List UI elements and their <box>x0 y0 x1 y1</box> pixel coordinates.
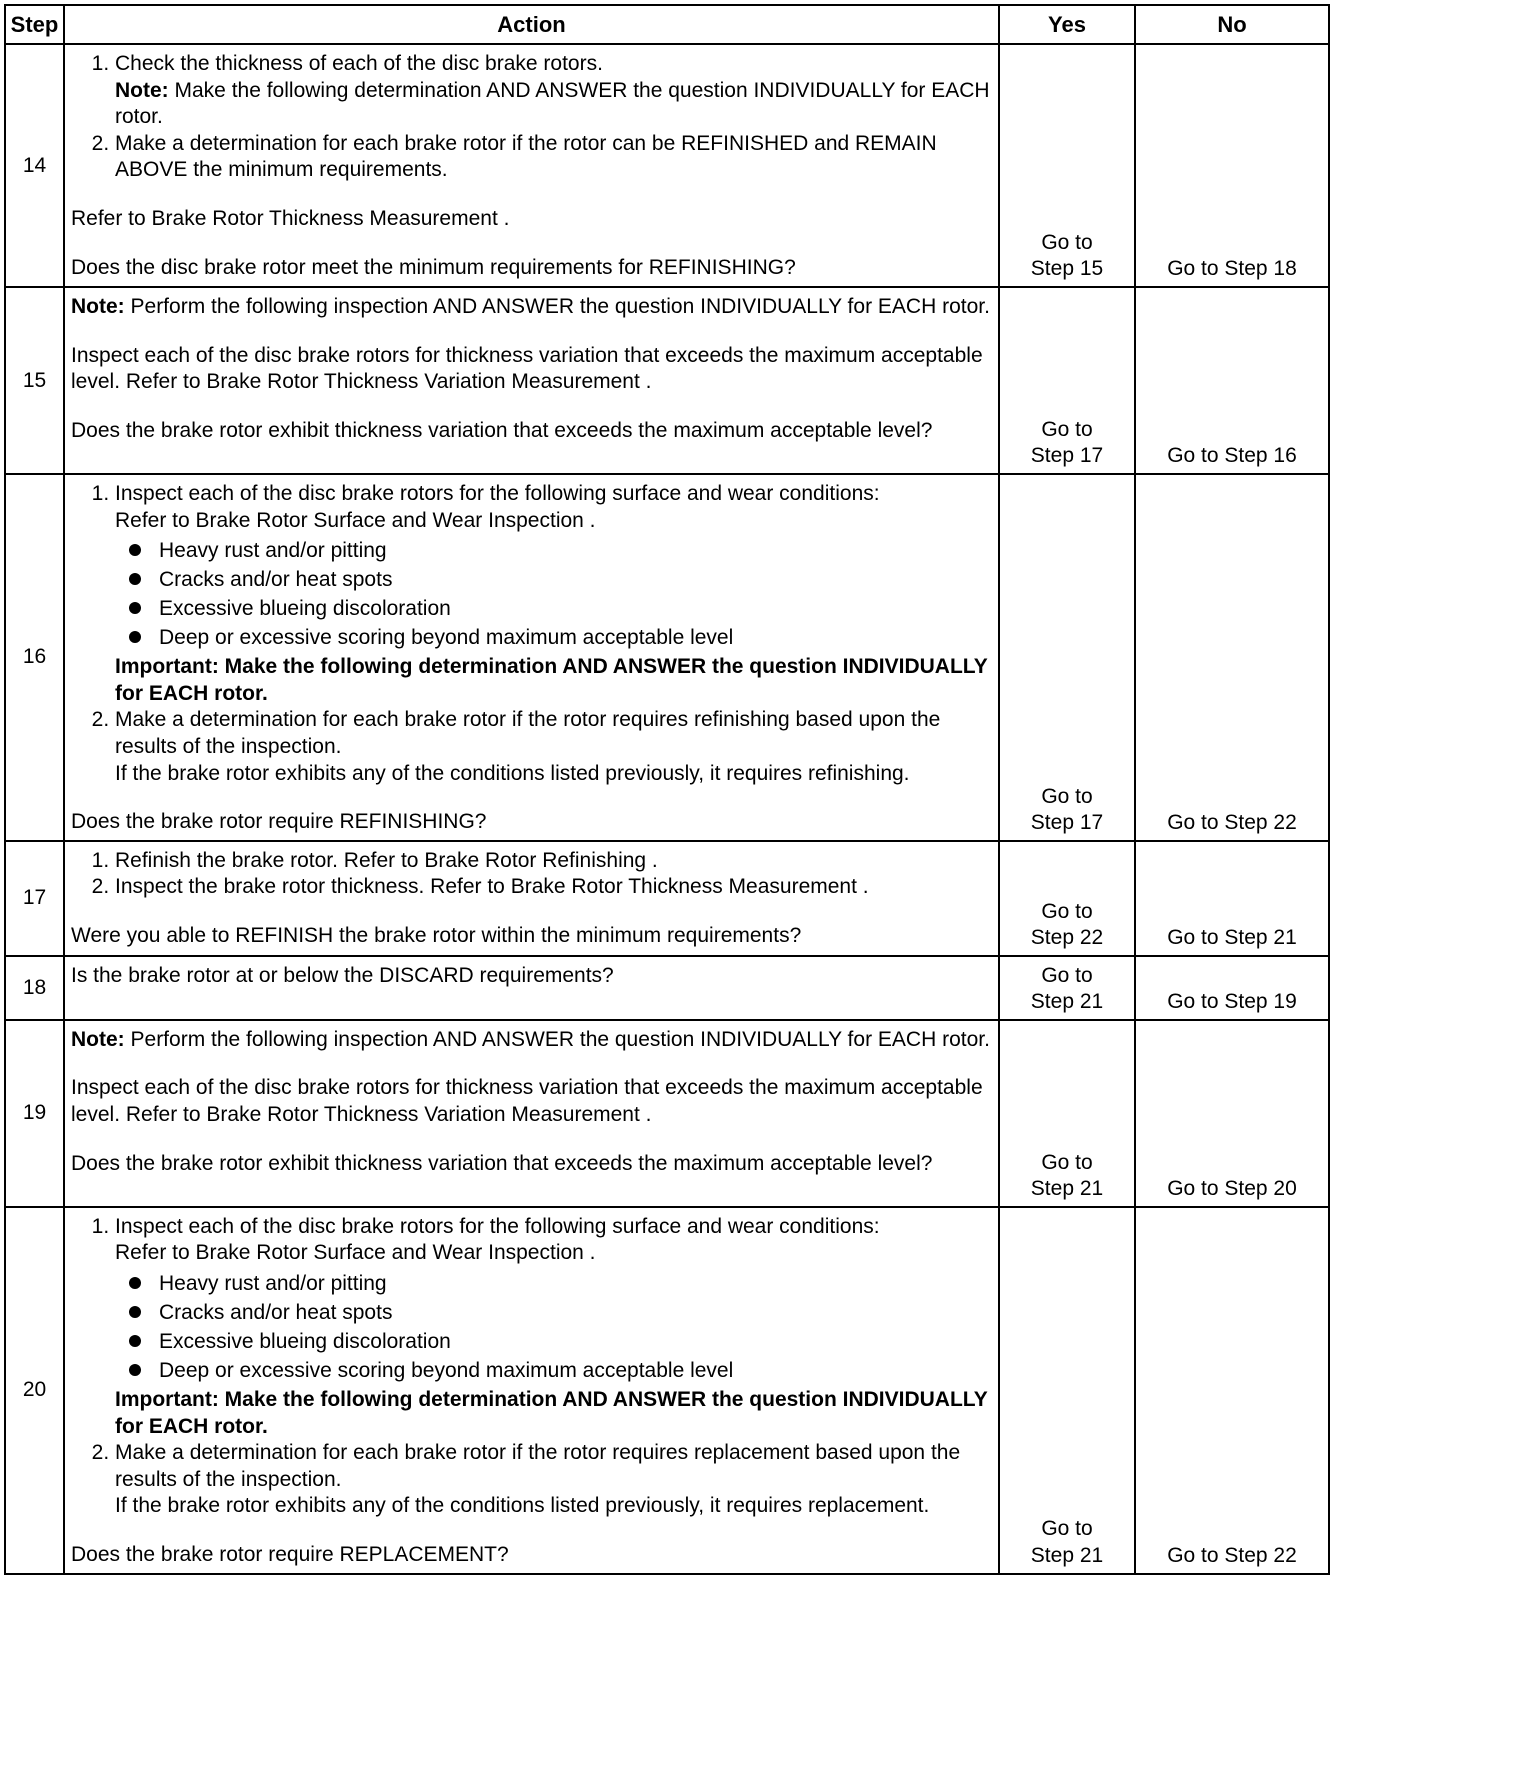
numbered-list <box>71 1214 990 1520</box>
yes-cell: Go to Step 17 <box>999 287 1135 474</box>
header-step: Step <box>5 5 64 44</box>
note-text: Make the following determination AND ANSWER the question INDIVIDUALLY for EACH rotor. <box>115 78 990 129</box>
note-label: Note: <box>115 78 169 102</box>
refer-text: Refer to Brake Rotor Surface and Wear Inspection . <box>115 508 596 532</box>
diagnostic-table <box>4 4 1330 1575</box>
bullet-item: Deep or excessive scoring beyond maximum acceptable level <box>159 1356 990 1385</box>
list-item <box>115 1440 990 1520</box>
important-text: Make the following determination AND ANSWER the question INDIVIDUALLY for EACH rotor. <box>115 1387 988 1438</box>
table-row <box>5 1207 1329 1574</box>
yes-cell: Go to Step 15 <box>999 44 1135 287</box>
table-row <box>5 1020 1329 1207</box>
important-label: Important: <box>115 655 219 679</box>
body-text: Inspect each of the disc brake rotors for thickness variation that exceeds the maximum acceptable level. Refer to Brake Rotor Thickness Variation Measurement . <box>71 1076 983 1126</box>
list-item <box>115 131 990 184</box>
bullet-item: Cracks and/or heat spots <box>159 1298 990 1327</box>
question-text: Is the brake rotor at or below the DISCARD requirements? <box>71 963 614 987</box>
no-cell: Go to Step 22 <box>1135 474 1329 841</box>
step-number: 18 <box>5 956 64 1020</box>
action-cell <box>64 1207 999 1574</box>
list-item: 2. Inspect the brake rotor thickness. Refer to Brake Rotor Thickness Measurement . <box>115 874 990 901</box>
yes-cell: Go to Step 21 <box>999 956 1135 1020</box>
bullet-list <box>115 536 990 652</box>
question-text: Does the disc brake rotor meet the minimum requirements for REFINISHING? <box>71 255 796 279</box>
item-extra: If the brake rotor exhibits any of the conditions listed previously, it requires replacement. <box>115 1494 930 1518</box>
item-text: 1. Check the thickness of each of the disc brake rotors. <box>115 52 603 75</box>
step-number: 15 <box>5 287 64 474</box>
step-number: 17 <box>5 841 64 956</box>
bullet-item: Cracks and/or heat spots <box>159 565 990 594</box>
no-cell: Go to Step 18 <box>1135 44 1329 287</box>
item-text: 1. Inspect each of the disc brake rotors for the following surface and wear conditions: <box>115 482 880 505</box>
table-row <box>5 44 1329 287</box>
action-cell <box>64 44 999 287</box>
body-text: Inspect each of the disc brake rotors for thickness variation that exceeds the maximum acceptable level. Refer to Brake Rotor Thickness Variation Measurement . <box>71 343 983 394</box>
yes-cell: Go to Step 17 <box>999 474 1135 841</box>
step-number: 20 <box>5 1207 64 1574</box>
question-text: Does the brake rotor exhibit thickness variation that exceeds the maximum acceptable level? <box>71 418 933 442</box>
refer-text: Refer to Brake Rotor Thickness Measurement . <box>71 206 510 230</box>
action-cell <box>64 287 999 474</box>
bullet-item: Deep or excessive scoring beyond maximum acceptable level <box>159 623 990 652</box>
list-item <box>115 1214 990 1440</box>
important-label: Important: <box>115 1387 219 1411</box>
yes-cell: Go to Step 21 <box>999 1020 1135 1207</box>
no-cell: Go to Step 21 <box>1135 841 1329 956</box>
item-text: 2. Make a determination for each brake rotor if the rotor can be REFINISHED and REMAIN ABOVE the minimum requirements. <box>115 131 937 182</box>
note <box>115 78 990 131</box>
no-cell: Go to Step 22 <box>1135 1207 1329 1574</box>
step-number: 16 <box>5 474 64 841</box>
note-label: Note: <box>71 1027 125 1051</box>
numbered-list <box>71 481 990 787</box>
no-cell: Go to Step 16 <box>1135 287 1329 474</box>
numbered-list <box>71 848 990 901</box>
bullet-item: Excessive blueing discoloration <box>159 594 990 623</box>
list-item: 1. Refinish the brake rotor. Refer to Brake Rotor Refinishing . <box>115 848 990 875</box>
header-yes: Yes <box>999 5 1135 44</box>
list-item <box>115 707 990 787</box>
bullet-item: Heavy rust and/or pitting <box>159 1269 990 1298</box>
action-cell <box>64 956 999 1020</box>
item-text: 2. Make a determination for each brake rotor if the rotor requires replacement based upon the results of the inspection. <box>115 1441 961 1491</box>
step-number: 19 <box>5 1020 64 1207</box>
action-cell <box>64 474 999 841</box>
list-item <box>115 481 990 707</box>
no-cell: Go to Step 20 <box>1135 1020 1329 1207</box>
note <box>71 294 990 321</box>
header-action: Action <box>64 5 999 44</box>
yes-cell: Go to Step 22 <box>999 841 1135 956</box>
header-no: No <box>1135 5 1329 44</box>
table-header-row <box>5 5 1329 44</box>
important-note <box>115 654 990 707</box>
bullet-item: Heavy rust and/or pitting <box>159 536 990 565</box>
item-text: 2. Make a determination for each brake rotor if the rotor requires refinishing based upon the results of the inspection. <box>115 708 941 758</box>
question-text: Does the brake rotor require REFINISHING? <box>71 810 487 834</box>
table-row <box>5 956 1329 1020</box>
table-row <box>5 474 1329 841</box>
table-row <box>5 287 1329 474</box>
bullet-list <box>115 1269 990 1385</box>
question-text: Were you able to REFINISH the brake rotor within the minimum requirements? <box>71 923 802 947</box>
step-number: 14 <box>5 44 64 287</box>
refer-text: Refer to Brake Rotor Surface and Wear Inspection . <box>115 1241 596 1265</box>
important-note <box>115 1387 990 1440</box>
note <box>71 1027 990 1054</box>
bullet-item: Excessive blueing discoloration <box>159 1327 990 1356</box>
item-extra: If the brake rotor exhibits any of the conditions listed previously, it requires refinishing. <box>115 761 910 785</box>
list-item <box>115 51 990 131</box>
action-cell <box>64 1020 999 1207</box>
no-cell: Go to Step 19 <box>1135 956 1329 1020</box>
important-text: Make the following determination AND ANSWER the question INDIVIDUALLY for EACH rotor. <box>115 655 988 705</box>
question-text: Does the brake rotor require REPLACEMENT? <box>71 1542 509 1566</box>
item-text: 1. Inspect each of the disc brake rotors for the following surface and wear conditions: <box>115 1214 880 1238</box>
note-text: Perform the following inspection AND ANSWER the question INDIVIDUALLY for EACH rotor. <box>124 295 990 318</box>
numbered-list <box>71 51 990 184</box>
question-text: Does the brake rotor exhibit thickness variation that exceeds the maximum acceptable level? <box>71 1151 933 1175</box>
action-cell <box>64 841 999 956</box>
table-row <box>5 841 1329 956</box>
yes-cell: Go to Step 21 <box>999 1207 1135 1574</box>
note-label: Note: <box>71 295 125 318</box>
note-text: Perform the following inspection AND ANSWER the question INDIVIDUALLY for EACH rotor. <box>124 1027 990 1051</box>
